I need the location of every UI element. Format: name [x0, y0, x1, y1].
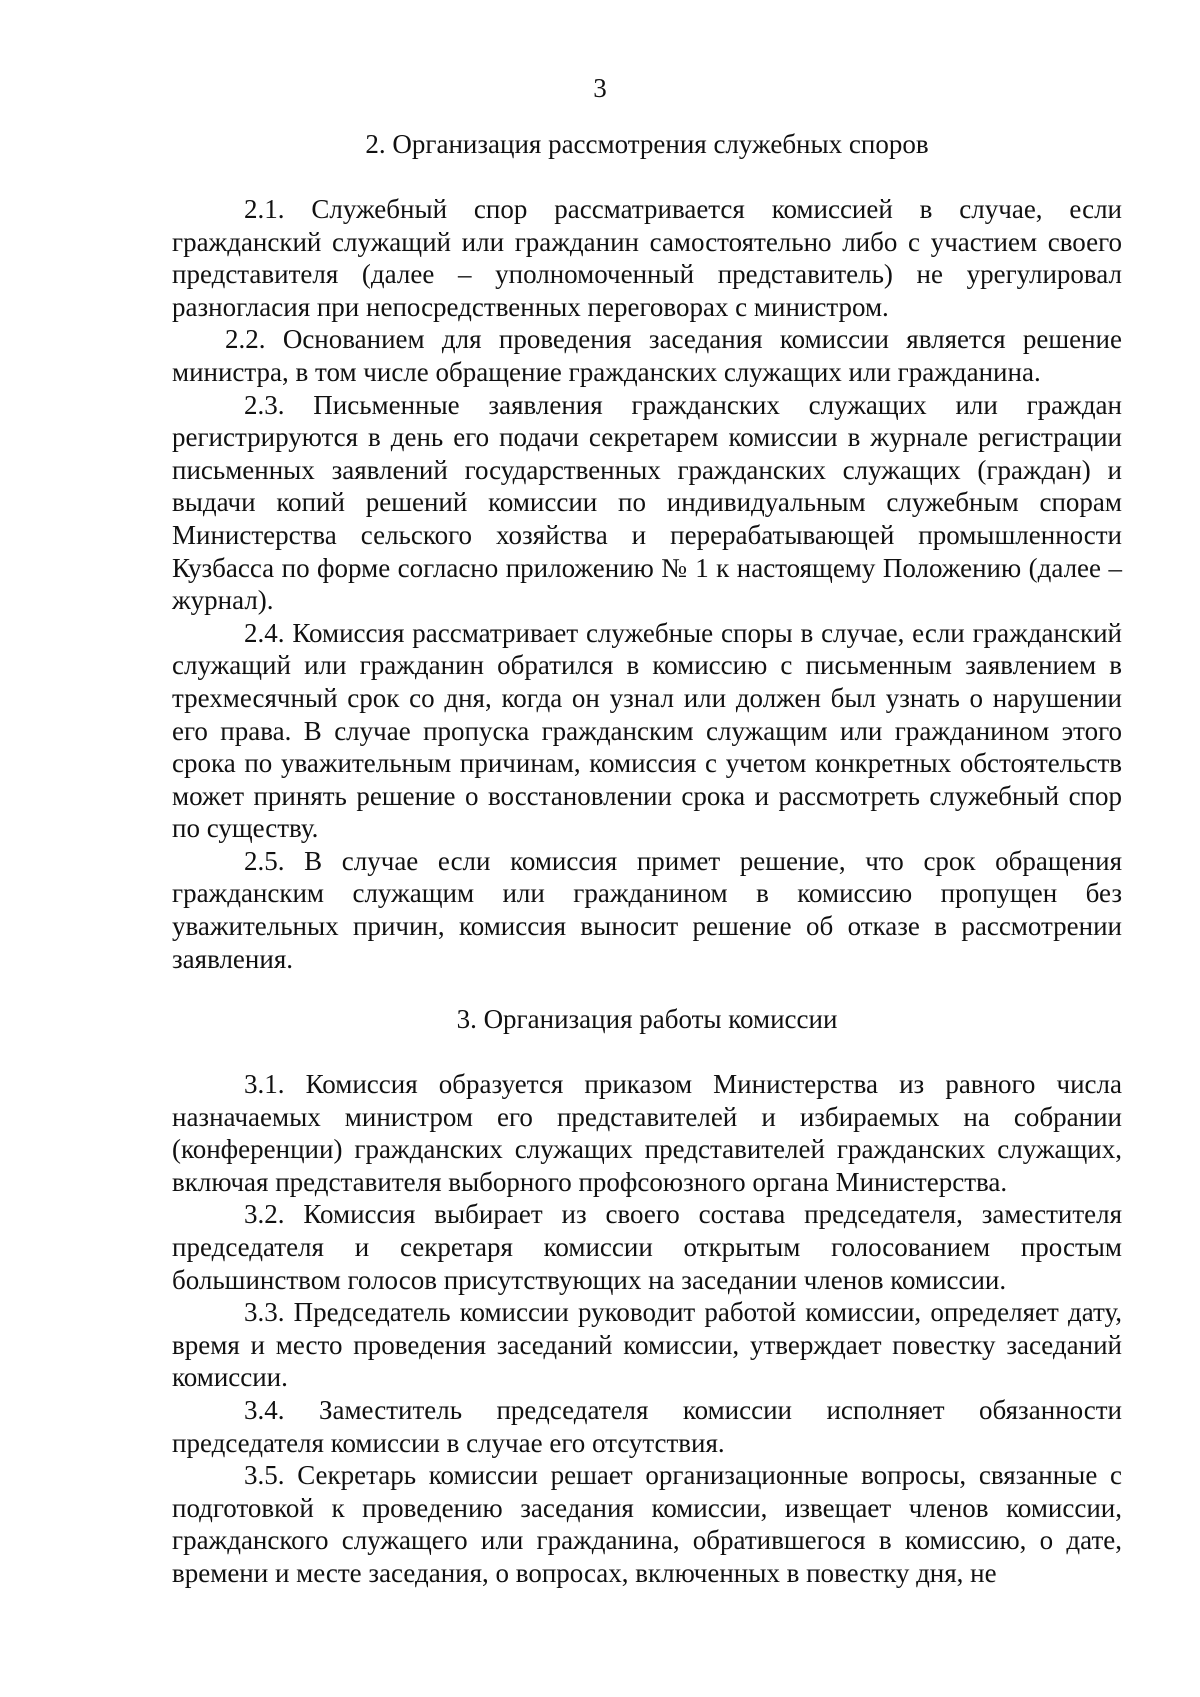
- paragraph-2-2: 2.2. Основанием для проведения заседания комиссии является решение министра, в том числе обращение гражданских служащих или гражданина.: [172, 324, 1122, 387]
- paragraph-2-3: 2.3. Письменные заявления гражданских служащих или граждан регистрируются в день его подачи секретарем комиссии в журнале регистрации письменных заявлений государственных гражданских служащих (граждан) и выдачи копий решений комиссии по индивидуальным служебным спорам Министерства сельского хозяйства и перерабатывающей промышленности Кузбасса по форме согласно приложению № 1 к настоящему Положению (далее – журнал).: [172, 389, 1122, 616]
- paragraph-2-5: 2.5. В случае если комиссия примет решение, что срок обращения гражданским служащим или гражданином в комиссию пропущен без уважительных причин, комиссия выносит решение об отказе в рассмотрении заявления.: [172, 845, 1122, 974]
- paragraph-3-2: 3.2. Комиссия выбирает из своего состава председателя, заместителя председателя и секретаря комиссии открытым голосованием простым большинством голосов присутствующих на заседании членов комиссии.: [172, 1199, 1122, 1295]
- section-3-heading: 3. Организация работы комиссии: [456, 1004, 838, 1034]
- section-2-heading: 2. Организация рассмотрения служебных споров: [365, 129, 929, 159]
- page-number: 3: [593, 73, 607, 103]
- paragraph-3-3: 3.3. Председатель комиссии руководит работой комиссии, определяет дату, время и место проведения заседаний комиссии, утверждает повестку заседаний комиссии.: [172, 1297, 1122, 1393]
- paragraph-2-4: 2.4. Комиссия рассматривает служебные споры в случае, если гражданский служащий или гражданин обратился в комиссию с письменным заявлением в трехмесячный срок со дня, когда он узнал или должен был узнать о нарушении его права. В случае пропуска гражданским служащим или гражданином этого срока по уважительным причинам, комиссия с учетом конкретных обстоятельств может принять решение о восстановлении срока и рассмотреть служебный спор по существу.: [172, 617, 1122, 844]
- paragraph-3-4: 3.4. Заместитель председателя комиссии исполняет обязанности председателя комиссии в случае его отсутствия.: [172, 1394, 1122, 1458]
- paragraph-2-1: 2.1. Служебный спор рассматривается комиссией в случае, если гражданский служащий или гражданин самостоятельно либо с участием своего представителя (далее – уполномоченный представитель) не урегулировал разногласия при непосредственных переговорах с министром.: [172, 194, 1122, 322]
- paragraph-3-1: 3.1. Комиссия образуется приказом Министерства из равного числа назначаемых министром его представителей и избираемых на собрании (конференции) гражданских служащих представителей гражданских служащих, включая представителя выборного профсоюзного органа Министерства.: [172, 1069, 1122, 1197]
- paragraph-3-5: 3.5. Секретарь комиссии решает организационные вопросы, связанные с подготовкой к проведению заседания комиссии, извещает членов комиссии, гражданского служащего или гражданина, обратившегося в комиссию, о дате, времени и месте заседания, о вопросах, включенных в повестку дня, не: [172, 1460, 1122, 1588]
- section-2-body: [172, 193, 1122, 975]
- section-3-body: [172, 1068, 1122, 1590]
